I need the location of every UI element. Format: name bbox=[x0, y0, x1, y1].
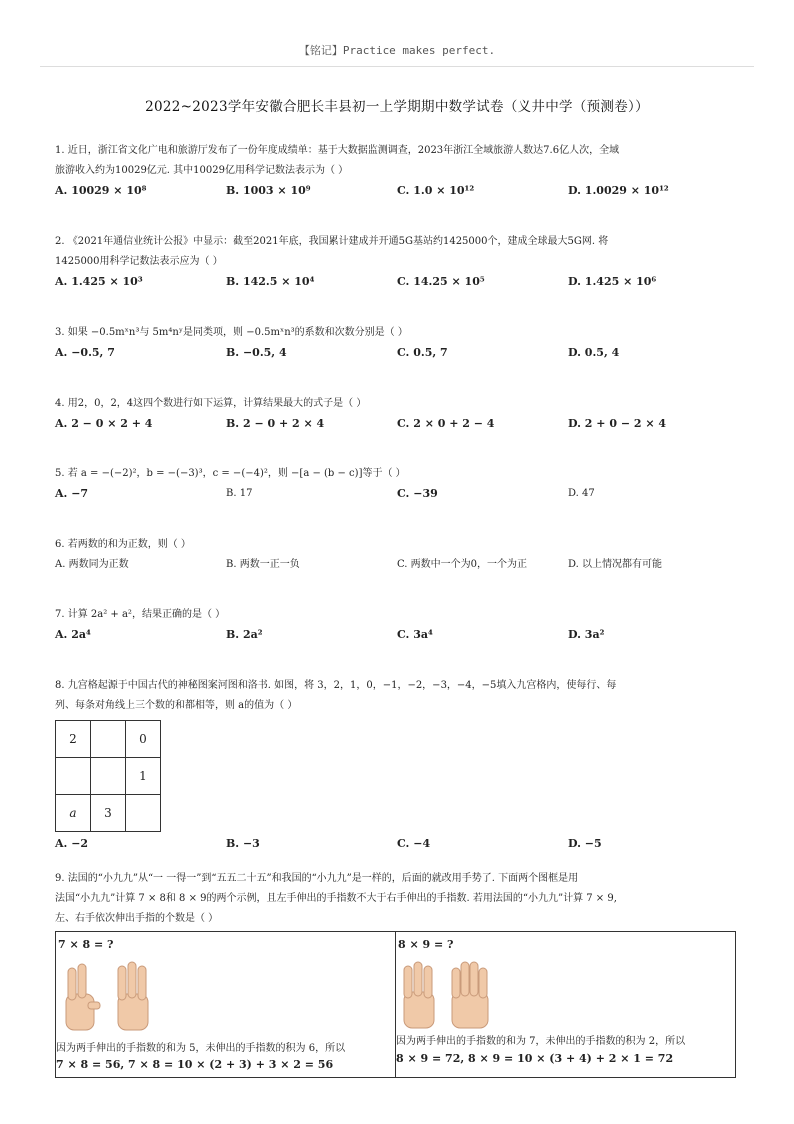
option-d[interactable]: D. 47 bbox=[568, 488, 595, 499]
header-motto: 【铭记】Practice makes perfect. bbox=[298, 44, 496, 57]
option-a[interactable]: A. 2a⁴ bbox=[55, 628, 91, 641]
option-b[interactable]: B. 1003 × 10⁹ bbox=[226, 184, 311, 197]
hands-image bbox=[396, 954, 536, 1034]
option-c[interactable]: C. 3a⁴ bbox=[397, 628, 433, 641]
option-d[interactable]: D. −5 bbox=[568, 837, 602, 850]
option-b[interactable]: B. 142.5 × 10⁴ bbox=[226, 275, 315, 288]
option-a[interactable]: A. −7 bbox=[55, 487, 89, 500]
grid-cell: a bbox=[56, 795, 91, 832]
grid-cell bbox=[91, 721, 126, 758]
option-a[interactable]: A. 10029 × 10⁸ bbox=[55, 184, 147, 197]
option-a[interactable]: A. 2 − 0 × 2 + 4 bbox=[55, 417, 153, 430]
question-stem: 7. 计算 2a² + a²，结果正确的是（ ） bbox=[55, 609, 226, 620]
nine-grid bbox=[55, 720, 161, 832]
options-row bbox=[55, 625, 740, 645]
option-d[interactable]: D. 1.0029 × 10¹² bbox=[568, 184, 669, 197]
option-d[interactable]: D. 以上情况都有可能 bbox=[568, 559, 663, 570]
question-5 bbox=[55, 464, 740, 504]
question-stem: 2. 《2021年通信业统计公报》中显示：截至2021年底，我国累计建成并开通5G基站约1425000个，建成全球最大5G网. 将 bbox=[55, 236, 609, 247]
question-stem: 1425000用科学记数法表示应为（ ） bbox=[55, 256, 223, 267]
question-1 bbox=[55, 141, 740, 201]
option-b[interactable]: B. 2 − 0 + 2 × 4 bbox=[226, 417, 325, 430]
panel-heading: 7 × 8 = ? bbox=[58, 938, 114, 951]
options-row bbox=[55, 343, 740, 363]
option-c[interactable]: C. 1.0 × 10¹² bbox=[397, 184, 475, 197]
option-d[interactable]: D. 2 + 0 − 2 × 4 bbox=[568, 417, 667, 430]
grid-cell bbox=[126, 795, 161, 832]
panel-heading: 8 × 9 = ? bbox=[398, 938, 454, 951]
option-b[interactable]: B. 17 bbox=[226, 488, 253, 499]
options-row bbox=[55, 834, 740, 854]
grid-cell: 3 bbox=[91, 795, 126, 832]
options-row bbox=[55, 414, 740, 434]
panel-note: 因为两手伸出的手指数的和为 7，未伸出的手指数的积为 2，所以 bbox=[396, 1036, 686, 1047]
option-c[interactable]: C. −4 bbox=[397, 837, 431, 850]
option-d[interactable]: D. 3a² bbox=[568, 628, 605, 641]
question-stem: 8. 九宫格起源于中国古代的神秘图案河图和洛书. 如图，将 3，2，1，0，−1，−2，−3，−4，−5填入九宫格内，使每行、每 bbox=[55, 680, 617, 691]
option-a[interactable]: A. 两数同为正数 bbox=[55, 559, 129, 570]
option-a[interactable]: A. 1.425 × 10³ bbox=[55, 275, 143, 288]
question-stem: 3. 如果 −0.5mˣn³与 5m⁴nʸ是同类项，则 −0.5mˣn³的系数和次数分别是（ ） bbox=[55, 327, 408, 338]
options-row bbox=[55, 484, 740, 504]
figure-panel-left bbox=[56, 932, 395, 1077]
option-c[interactable]: C. 两数中一个为0，一个为正 bbox=[397, 559, 528, 570]
hands-image bbox=[56, 954, 196, 1034]
question-stem: 4. 用2，0，2，4这四个数进行如下运算，计算结果最大的式子是（ ） bbox=[55, 398, 367, 409]
option-a[interactable]: A. −2 bbox=[55, 837, 89, 850]
option-b[interactable]: B. −0.5, 4 bbox=[226, 346, 287, 359]
hand-gesture-figure bbox=[55, 931, 736, 1078]
question-8 bbox=[55, 676, 740, 854]
option-b[interactable]: B. 2a² bbox=[226, 628, 263, 641]
option-d[interactable]: D. 1.425 × 10⁶ bbox=[568, 275, 657, 288]
options-row bbox=[55, 555, 740, 575]
question-stem: 列、每条对角线上三个数的和都相等，则 a的值为（ ） bbox=[55, 700, 298, 711]
option-d[interactable]: D. 0.5, 4 bbox=[568, 346, 620, 359]
question-stem: 左、右手依次伸出手指的个数是（ ） bbox=[55, 913, 219, 924]
options-row bbox=[55, 181, 740, 201]
question-7 bbox=[55, 605, 740, 645]
question-9 bbox=[55, 869, 740, 929]
option-b[interactable]: B. 两数一正一负 bbox=[226, 559, 300, 570]
panel-formula: 7 × 8 = 56, 7 × 8 = 10 × (2 + 3) + 3 × 2 = 56 bbox=[56, 1058, 334, 1071]
header-divider bbox=[40, 66, 754, 67]
question-4 bbox=[55, 394, 740, 434]
option-c[interactable]: C. 2 × 0 + 2 − 4 bbox=[397, 417, 495, 430]
option-c[interactable]: C. −39 bbox=[397, 487, 438, 500]
option-a[interactable]: A. −0.5, 7 bbox=[55, 346, 115, 359]
question-stem: 9. 法国的“小九九”从“一 一得一”到“五五二十五”和我国的“小九九”是一样的，后面的就改用手势了. 下面两个图框是用 bbox=[55, 873, 579, 884]
option-c[interactable]: C. 0.5, 7 bbox=[397, 346, 448, 359]
figure-panel-right bbox=[395, 932, 735, 1077]
question-3 bbox=[55, 323, 740, 363]
question-2 bbox=[55, 232, 740, 292]
grid-cell: 0 bbox=[126, 721, 161, 758]
question-stem: 法国“小九九”计算 7 × 8和 8 × 9的两个示例，且左手伸出的手指数不大于右手伸出的手指数. 若用法国的“小九九”计算 7 × 9, bbox=[55, 893, 617, 904]
question-6 bbox=[55, 535, 740, 575]
grid-cell: 1 bbox=[126, 758, 161, 795]
question-stem: 1. 近日，浙江省文化广电和旅游厅发布了一份年度成绩单：基于大数据监测调查，2023年浙江全域旅游人数达7.6亿人次，全域 bbox=[55, 145, 620, 156]
question-stem: 旅游收入约为10029亿元. 其中10029亿用科学记数法表示为（ ） bbox=[55, 165, 349, 176]
page-title: 2022~2023学年安徽合肥长丰县初一上学期期中数学试卷（义井中学（预测卷）） bbox=[145, 99, 649, 115]
grid-cell bbox=[91, 758, 126, 795]
option-b[interactable]: B. −3 bbox=[226, 837, 260, 850]
option-c[interactable]: C. 14.25 × 10⁵ bbox=[397, 275, 485, 288]
grid-cell: 2 bbox=[56, 721, 91, 758]
question-stem: 6. 若两数的和为正数，则（ ） bbox=[55, 539, 191, 550]
options-row bbox=[55, 272, 740, 292]
grid-cell bbox=[56, 758, 91, 795]
panel-formula: 8 × 9 = 72, 8 × 9 = 10 × (3 + 4) + 2 × 1 = 72 bbox=[396, 1052, 674, 1065]
panel-note: 因为两手伸出的手指数的和为 5，未伸出的手指数的积为 6，所以 bbox=[56, 1043, 346, 1054]
question-stem: 5. 若 a = −(−2)²，b = −(−3)³，c = −(−4)²，则 −[a − (b − c)]等于（ ） bbox=[55, 468, 406, 479]
